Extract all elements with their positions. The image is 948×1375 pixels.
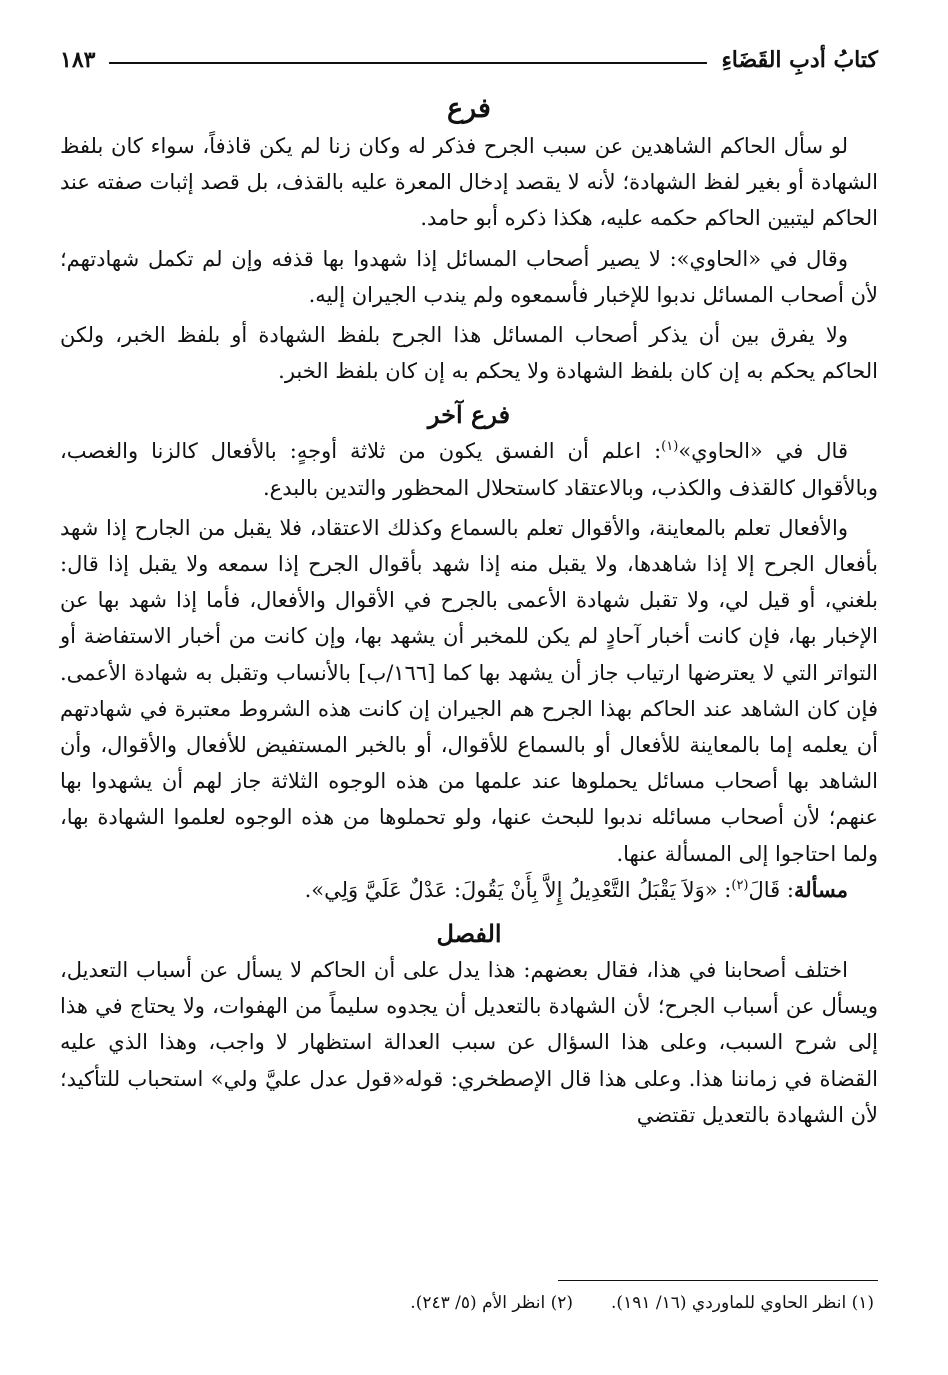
quote-rest: : اعلم أن الفسق يكون من ثلاثة أوجهٍ: بالأفعال كالزنا والغصب، وبالأقوال كالقذف والكذب، وبالاعتقاد كاستحلال المحظور والتدين بالبدع.	[60, 439, 878, 500]
header-rule	[109, 62, 707, 64]
book-title: كتابُ أدبِ القَضَاءِ	[721, 47, 878, 73]
section-heading-far-akhar: فرع آخر	[427, 400, 511, 430]
footnote-ref-1: (١)	[661, 439, 679, 455]
paragraph-far-2: وقال في «الحاوي»: لا يصير أصحاب المسائل إذا شهدوا بها قذفه وإن لم تكمل شهادتهم؛ لأن أصحاب المسائل ندبوا للإخبار فأسمعوه ولم يندب الجيران إليه.	[60, 246, 878, 307]
paragraph-far-akhar-2: والأفعال تعلم بالمعاينة، والأقوال تعلم بالسماع وكذلك الاعتقاد، فلا يقبل من الجارح إذا شهد بأفعال الجرح إلا إذا شاهدها، ولا يقبل منه إذا شهد بأقوال الجرح إذا سمعه ولا يقبل إذا قال: بلغني، أو قيل لي، ولا تقبل شهادة الأعمى بالجرح في الأقوال والأفعال، فأما إذا شهد بها عن الإخبار بها، فإن كانت أخبار آحادٍ لم يكن للمخبر أن يشهد بها، وإن كانت من أخبار الاستفاضة أو التواتر التي لا يعترضها ارتياب جاز أن يشهد بها كما [١٦٦/ب] بالأنساب وتقبل به شهادة الأعمى. فإن كان الشاهد عند الحاكم بهذا الجرح هم الجيران إن كانت هذه الشروط معتبرة في شهادتهم أن يعلمه إما بالمعاينة للأفعال أو بالسماع للأقوال، أو بالخبر المستفيض للأفعال والأقوال، وأن الشاهد بها أصحاب مسائل يحملوها عند علمها من هذه الوجوه الثلاثة جاز لهم أن يشهدوا بها عنهم؛ لأن أصحاب مسائله ندبوا للبحث عنها، ولو تحملوها من هذه الوجوه لعلموا الشهادة بها، ولما احتاجوا إلى المسألة عنها.	[60, 515, 878, 866]
masala-text: : «وَلاَ يَقْبَلُ التَّعْدِيلُ إِلاَّ بِأَنْ يَقُولَ: عَدْلٌ عَلَيَّ وَلِي».	[304, 877, 732, 902]
footnote-2: (٢) انظر الأم (٥/ ٢٤٣).	[410, 1293, 574, 1313]
masala-qala: : قَالَ	[748, 877, 794, 902]
paragraph-far-akhar-1	[60, 433, 878, 505]
footnote-1: (١) انظر الحاوي للماوردي (١٦/ ١٩١).	[611, 1293, 874, 1313]
paragraph-fasl-1: اختلف أصحابنا في هذا، فقال بعضهم: هذا يدل على أن الحاكم لا يسأل عن أسباب التعديل، ويسأل عن أسباب الجرح؛ لأن الشهادة بالتعديل أن يجدوه سليماً من الهفوات، ولا يحتاج في هذا إلى شرح السبب، وعلى هذا السؤال عن سبب العدالة استظهار لا واجب، وهذا الذي عليه القضاة في زماننا هذا. وعلى هذا قال الإصطخري: قوله«قول عدل عليَّ ولي» استحباب للتأكيد؛ لأن الشهادة بالتعديل تقتضي	[60, 958, 878, 1127]
section-heading-far: فرع	[447, 93, 491, 124]
footnote-ref-2: (٢)	[731, 877, 749, 893]
quote-start: قال في «الحاوي»	[678, 439, 848, 464]
footnotes	[410, 1290, 874, 1316]
paragraph-far-1: لو سأل الحاكم الشاهدين عن سبب الجرح فذكر له وكان زنا لم يكن قاذفاً، سواء كان بلفظ الشهادة أو بغير لفظ الشهادة؛ لأنه لا يقصد إدخال المعرة عليه بالقذف، بل قصد إثبات صفته عند الحاكم ليتبين الحاكم حكمه عليه، هكذا ذكره أبو حامد.	[60, 134, 878, 231]
paragraph-far-3: ولا يفرق بين أن يذكر أصحاب المسائل هذا الجرح بلفظ الشهادة أو بلفظ الخبر، ولكن الحاكم يحكم به إن كان بلفظ الشهادة ولا يحكم به إن كان بلفظ الخبر.	[60, 323, 878, 384]
page-number: ١٨٣	[60, 47, 96, 73]
running-header	[60, 38, 878, 82]
footnote-rule	[558, 1280, 878, 1281]
masala-label: مسألة	[793, 876, 848, 902]
masala-line	[60, 872, 878, 908]
section-heading-fasl: الفصل	[436, 919, 502, 949]
book-page	[60, 38, 878, 1338]
